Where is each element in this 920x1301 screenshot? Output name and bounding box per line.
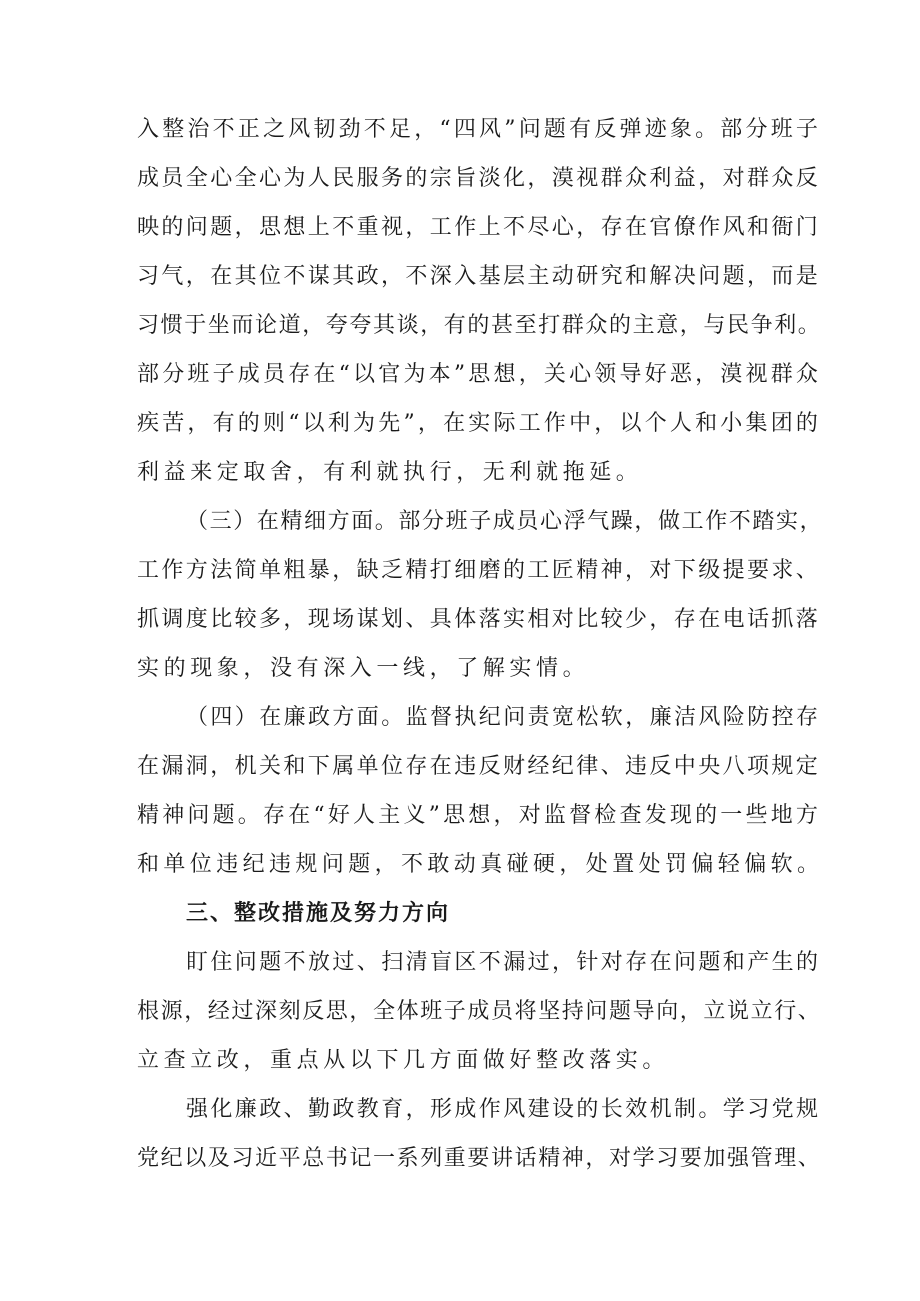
text-line: 在漏洞，机关和下属单位存在违反财经纪律、违反中央八项规定: [137, 754, 821, 779]
text-line: 工作方法简单粗暴，缺乏精打细磨的工匠精神，对下级提要求、: [137, 558, 821, 583]
text-line: 入整治不正之风韧劲不足，“四风”问题有反弹迹象。部分班子: [137, 117, 822, 142]
text-line: 习惯于坐而论道，夸夸其谈，有的甚至打群众的主意，与民争利。: [137, 313, 822, 338]
text-line: 盯住问题不放过、扫清盲区不漏过，针对存在问题和产生的: [186, 950, 821, 975]
text-line: 和单位违纪违规问题，不敢动真碰硬，处置处罚偏轻偏软。: [137, 852, 824, 877]
text-line: 根源，经过深刻反思，全体班子成员将坚持问题导向，立说立行、: [137, 999, 822, 1024]
text-line: 党纪以及习近平总书记一系列重要讲话精神，对学习要加强管理、: [137, 1146, 822, 1171]
text-line: 精神问题。存在“好人主义”思想，对监督检查发现的一些地方: [137, 803, 822, 828]
paragraph-heading-3: （三）在精细方面。部分班子成员心浮气躁，做工作不踏实，: [186, 509, 824, 534]
text-line: 部分班子成员存在“以官为本”思想，关心领导好恶，漠视群众: [137, 362, 822, 387]
text-line: 立查立改，重点从以下几方面做好整改落实。: [137, 1048, 670, 1073]
text-line: 习气，在其位不谋其政，不深入基层主动研究和解决问题，而是: [137, 264, 821, 289]
paragraph-heading-4: （四）在廉政方面。监督执纪问责宽松软，廉洁风险防控存: [186, 705, 821, 730]
section-heading: 三、整改措施及努力方向: [186, 901, 451, 926]
text-line: 利益来定取舍，有利就执行，无利就拖延。: [137, 460, 643, 485]
text-line: 成员全心全心为人民服务的宗旨淡化，漠视群众利益，对群众反: [137, 166, 821, 191]
text-line: 疾苦，有的则“以利为先”，在实际工作中，以个人和小集团的: [137, 411, 822, 436]
text-line: 映的问题，思想上不重视，工作上不尽心，存在官僚作风和衙门: [137, 215, 821, 240]
text-line: 强化廉政、勤政教育，形成作风建设的长效机制。学习党规: [186, 1097, 821, 1122]
text-line: 实的现象，没有深入一线，了解实情。: [137, 656, 590, 681]
text-line: 抓调度比较多，现场谋划、具体落实相对比较少，存在电话抓落: [137, 607, 821, 632]
